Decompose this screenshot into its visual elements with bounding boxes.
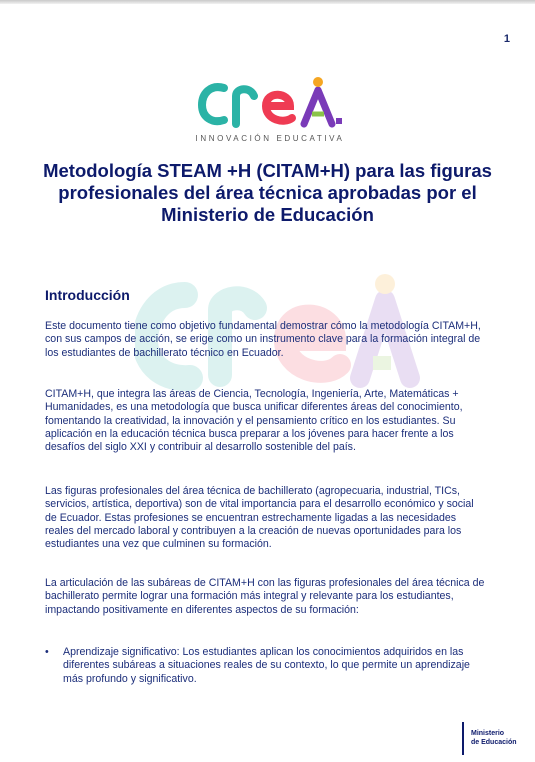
document-title: Metodología STEAM +H (CITAM+H) para las figuras profesionales del área técnica aprobadas por el Ministerio de Educación	[43, 160, 492, 225]
section-heading: Introducción	[45, 287, 130, 303]
logo-tagline: INNOVACIÓN EDUCATIVA	[195, 134, 345, 143]
crea-logo	[180, 74, 360, 152]
bullet-marker: •	[45, 646, 49, 658]
ministry-divider	[462, 722, 464, 755]
ministry-logo	[462, 722, 532, 756]
paragraph: Este documento tiene como objetivo fundamental demostrar cómo la metodología CITAM+H, con sus campos de acción, se erige como un instrumento clave para la formación integral de los estudiantes de bachillerato técnico en Ecuador.	[45, 320, 481, 359]
ministry-line-1: Ministerio	[471, 730, 505, 737]
paragraph: Las figuras profesionales del área técnica de bachillerato (agropecuaria, industrial, TICs, servicios, artística, deportiva) son de vital importancia para el desarrollo económico y social de Ecuador. Estas profesiones se encuentran estrechamente ligadas a las necesidades reales del mercado laboral y contribuyen a la creación de nuevas oportunidades para los estudiantes una vez que culminen su formación.	[45, 485, 474, 551]
page-top-edge	[0, 0, 535, 4]
bullet-text: Aprendizaje significativo: Los estudiantes aplican los conocimientos adquiridos en las diferentes subáreas a situaciones reales de su contexto, lo que permite un aprendizaje más profundo y significativo.	[63, 646, 470, 685]
paragraph: CITAM+H, que integra las áreas de Ciencia, Tecnología, Ingeniería, Arte, Matemáticas + Humanidades, es una metodología que busca unificar diferentes áreas del conocimiento, fomentando la creatividad, la innovación y el pensamiento crítico en los estudiantes. Su aplicación en la educación técnica busca preparar a los jóvenes para hacer frente a los desafíos del siglo XXI y contribuir al desarrollo sostenible del país.	[45, 388, 463, 454]
crea-wordmark	[190, 74, 350, 132]
page-number: 1	[503, 33, 510, 45]
ministry-line-2: de Educación	[471, 739, 517, 746]
ministry-label	[471, 729, 531, 747]
paragraph: La articulación de las subáreas de CITAM+H con las figuras profesionales del área técnica de bachillerato permite lograr una formación más integral y relevante para los estudiantes, impactando positivamente en diferentes aspectos de su formación:	[45, 577, 485, 616]
